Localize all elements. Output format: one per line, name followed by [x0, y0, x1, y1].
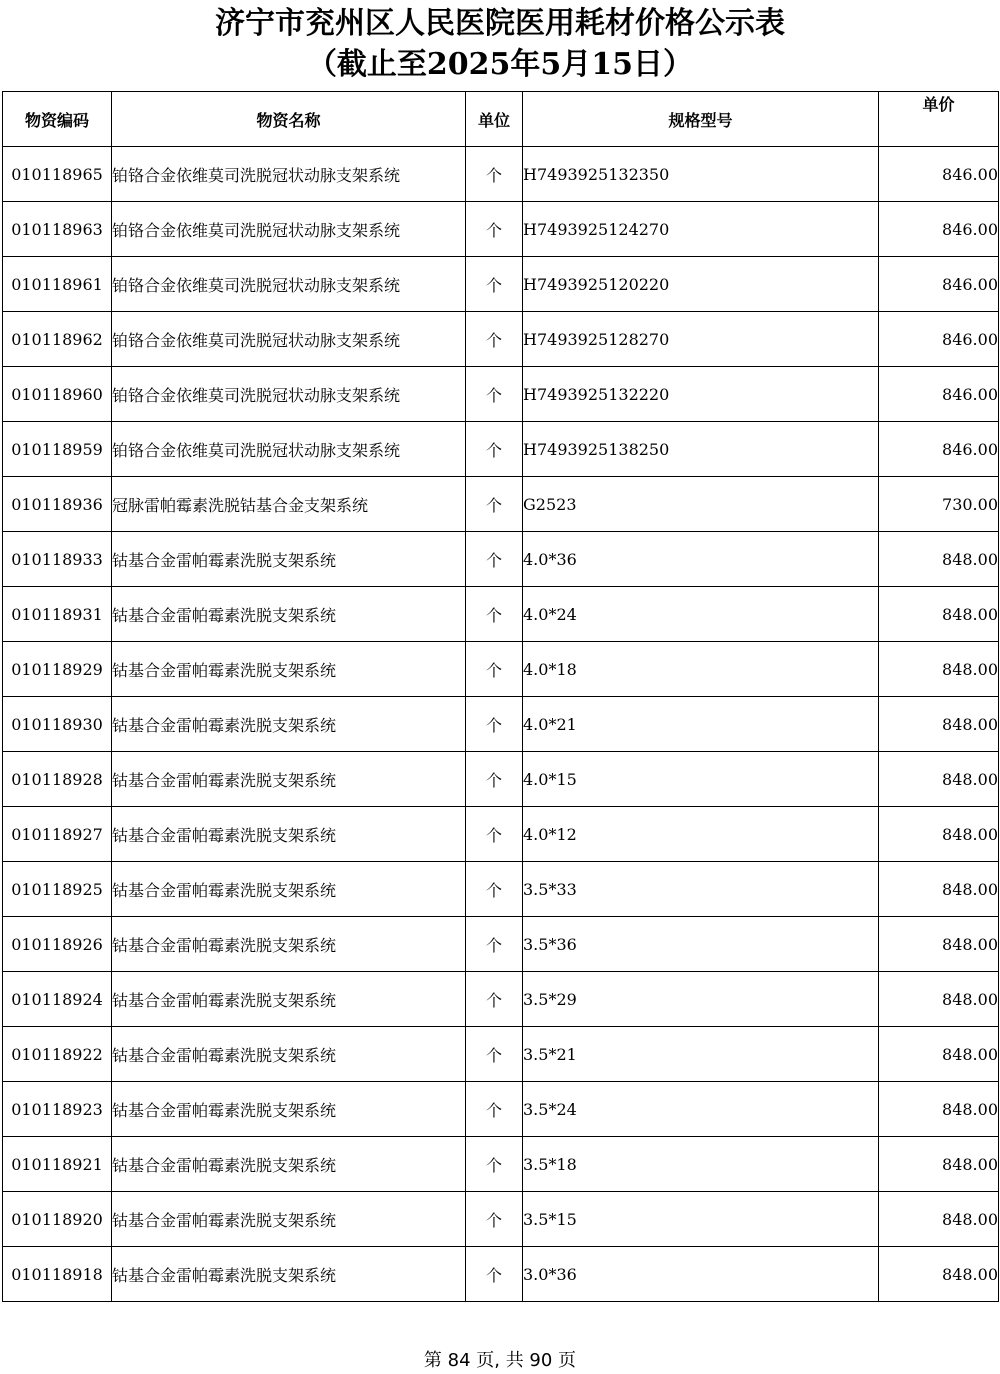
cell-name: 钴基合金雷帕霉素洗脱支架系统 — [112, 1247, 466, 1302]
cell-code: 010118923 — [3, 1082, 112, 1137]
cell-code: 010118926 — [3, 917, 112, 972]
table-body — [3, 147, 999, 1302]
table-row — [3, 697, 999, 752]
cell-price: 848.00 — [879, 807, 999, 862]
cell-unit: 个 — [466, 752, 523, 807]
cell-spec: 4.0*36 — [523, 532, 879, 587]
cell-code: 010118928 — [3, 752, 112, 807]
cell-code: 010118963 — [3, 202, 112, 257]
cell-name: 钴基合金雷帕霉素洗脱支架系统 — [112, 642, 466, 697]
cell-price: 848.00 — [879, 1082, 999, 1137]
cell-name: 钴基合金雷帕霉素洗脱支架系统 — [112, 807, 466, 862]
table-row — [3, 587, 999, 642]
cell-price: 848.00 — [879, 532, 999, 587]
cell-price: 848.00 — [879, 972, 999, 1027]
table-row — [3, 257, 999, 312]
table-row — [3, 147, 999, 202]
cell-price: 848.00 — [879, 752, 999, 807]
cell-spec: 4.0*18 — [523, 642, 879, 697]
cell-unit: 个 — [466, 422, 523, 477]
cell-name: 钴基合金雷帕霉素洗脱支架系统 — [112, 532, 466, 587]
cell-price: 846.00 — [879, 147, 999, 202]
cell-price: 848.00 — [879, 1192, 999, 1247]
cell-unit: 个 — [466, 367, 523, 422]
table-row — [3, 917, 999, 972]
cell-unit: 个 — [466, 1247, 523, 1302]
cell-code: 010118929 — [3, 642, 112, 697]
table-row — [3, 642, 999, 697]
cell-code: 010118959 — [3, 422, 112, 477]
cell-code: 010118920 — [3, 1192, 112, 1247]
cell-code: 010118925 — [3, 862, 112, 917]
cell-name: 钴基合金雷帕霉素洗脱支架系统 — [112, 1192, 466, 1247]
cell-price: 848.00 — [879, 1247, 999, 1302]
cell-spec: H7493925120220 — [523, 257, 879, 312]
cell-unit: 个 — [466, 807, 523, 862]
cell-code: 010118931 — [3, 587, 112, 642]
cell-unit: 个 — [466, 532, 523, 587]
cell-code: 010118933 — [3, 532, 112, 587]
cell-unit: 个 — [466, 697, 523, 752]
cell-name: 铂铬合金依维莫司洗脱冠状动脉支架系统 — [112, 202, 466, 257]
cell-code: 010118927 — [3, 807, 112, 862]
cell-spec: H7493925132350 — [523, 147, 879, 202]
header-unit: 单位 — [466, 92, 523, 147]
cell-spec: 4.0*12 — [523, 807, 879, 862]
cell-unit: 个 — [466, 917, 523, 972]
cell-name: 钴基合金雷帕霉素洗脱支架系统 — [112, 1137, 466, 1192]
cell-unit: 个 — [466, 202, 523, 257]
table-row — [3, 972, 999, 1027]
cell-name: 钴基合金雷帕霉素洗脱支架系统 — [112, 697, 466, 752]
cell-name: 钴基合金雷帕霉素洗脱支架系统 — [112, 917, 466, 972]
cell-name: 钴基合金雷帕霉素洗脱支架系统 — [112, 862, 466, 917]
table-row — [3, 532, 999, 587]
cell-price: 846.00 — [879, 257, 999, 312]
cell-spec: G2523 — [523, 477, 879, 532]
cell-spec: 3.0*36 — [523, 1247, 879, 1302]
cell-spec: H7493925138250 — [523, 422, 879, 477]
cell-spec: 3.5*18 — [523, 1137, 879, 1192]
cell-spec: H7493925132220 — [523, 367, 879, 422]
table-row — [3, 422, 999, 477]
cell-code: 010118960 — [3, 367, 112, 422]
cell-code: 010118930 — [3, 697, 112, 752]
cell-price: 846.00 — [879, 312, 999, 367]
cell-name: 铂铬合金依维莫司洗脱冠状动脉支架系统 — [112, 312, 466, 367]
cell-name: 钴基合金雷帕霉素洗脱支架系统 — [112, 587, 466, 642]
cell-name: 铂铬合金依维莫司洗脱冠状动脉支架系统 — [112, 422, 466, 477]
cell-name: 铂铬合金依维莫司洗脱冠状动脉支架系统 — [112, 147, 466, 202]
cell-name: 钴基合金雷帕霉素洗脱支架系统 — [112, 1082, 466, 1137]
cell-spec: H7493925128270 — [523, 312, 879, 367]
table-row — [3, 202, 999, 257]
cell-name: 铂铬合金依维莫司洗脱冠状动脉支架系统 — [112, 257, 466, 312]
table-row — [3, 1082, 999, 1137]
table-row — [3, 1137, 999, 1192]
cell-unit: 个 — [466, 1082, 523, 1137]
table-row — [3, 477, 999, 532]
header-code: 物资编码 — [3, 92, 112, 147]
cell-code: 010118924 — [3, 972, 112, 1027]
table-header-row — [3, 92, 999, 147]
cell-price: 848.00 — [879, 587, 999, 642]
price-table — [2, 91, 999, 1302]
cell-unit: 个 — [466, 972, 523, 1027]
cell-code: 010118962 — [3, 312, 112, 367]
cell-spec: 3.5*36 — [523, 917, 879, 972]
cell-spec: 3.5*15 — [523, 1192, 879, 1247]
page-number: 第 84 页, 共 90 页 — [423, 1350, 577, 1371]
table-row — [3, 312, 999, 367]
cell-spec: 3.5*33 — [523, 862, 879, 917]
cell-price: 848.00 — [879, 1137, 999, 1192]
cell-price: 848.00 — [879, 1027, 999, 1082]
table-row — [3, 807, 999, 862]
cell-spec: 4.0*24 — [523, 587, 879, 642]
cell-name: 冠脉雷帕霉素洗脱钴基合金支架系统 — [112, 477, 466, 532]
document-subtitle-date: （截止至2025年5月15日） — [306, 47, 694, 82]
cell-price: 848.00 — [879, 917, 999, 972]
cell-unit: 个 — [466, 1192, 523, 1247]
table-row — [3, 1247, 999, 1302]
cell-unit: 个 — [466, 642, 523, 697]
document-title: 济宁市兖州区人民医院医用耗材价格公示表 — [215, 6, 785, 41]
header-price: 单价 — [879, 92, 999, 147]
cell-price: 848.00 — [879, 642, 999, 697]
cell-name: 钴基合金雷帕霉素洗脱支架系统 — [112, 1027, 466, 1082]
cell-unit: 个 — [466, 587, 523, 642]
cell-price: 848.00 — [879, 862, 999, 917]
table-row — [3, 1027, 999, 1082]
cell-spec: 4.0*15 — [523, 752, 879, 807]
cell-spec: 3.5*24 — [523, 1082, 879, 1137]
cell-price: 846.00 — [879, 422, 999, 477]
cell-price: 846.00 — [879, 202, 999, 257]
table-row — [3, 752, 999, 807]
cell-unit: 个 — [466, 147, 523, 202]
table-row — [3, 1192, 999, 1247]
cell-code: 010118936 — [3, 477, 112, 532]
cell-price: 848.00 — [879, 697, 999, 752]
cell-spec: H7493925124270 — [523, 202, 879, 257]
table-row — [3, 367, 999, 422]
cell-name: 钴基合金雷帕霉素洗脱支架系统 — [112, 972, 466, 1027]
header-name: 物资名称 — [112, 92, 466, 147]
cell-price: 730.00 — [879, 477, 999, 532]
cell-code: 010118965 — [3, 147, 112, 202]
cell-code: 010118921 — [3, 1137, 112, 1192]
cell-unit: 个 — [466, 862, 523, 917]
cell-unit: 个 — [466, 312, 523, 367]
cell-unit: 个 — [466, 1137, 523, 1192]
header-spec: 规格型号 — [523, 92, 879, 147]
cell-name: 铂铬合金依维莫司洗脱冠状动脉支架系统 — [112, 367, 466, 422]
cell-unit: 个 — [466, 1027, 523, 1082]
cell-code: 010118918 — [3, 1247, 112, 1302]
cell-spec: 3.5*29 — [523, 972, 879, 1027]
cell-unit: 个 — [466, 477, 523, 532]
cell-code: 010118922 — [3, 1027, 112, 1082]
cell-code: 010118961 — [3, 257, 112, 312]
cell-price: 846.00 — [879, 367, 999, 422]
cell-spec: 4.0*21 — [523, 697, 879, 752]
table-row — [3, 862, 999, 917]
cell-unit: 个 — [466, 257, 523, 312]
cell-name: 钴基合金雷帕霉素洗脱支架系统 — [112, 752, 466, 807]
cell-spec: 3.5*21 — [523, 1027, 879, 1082]
